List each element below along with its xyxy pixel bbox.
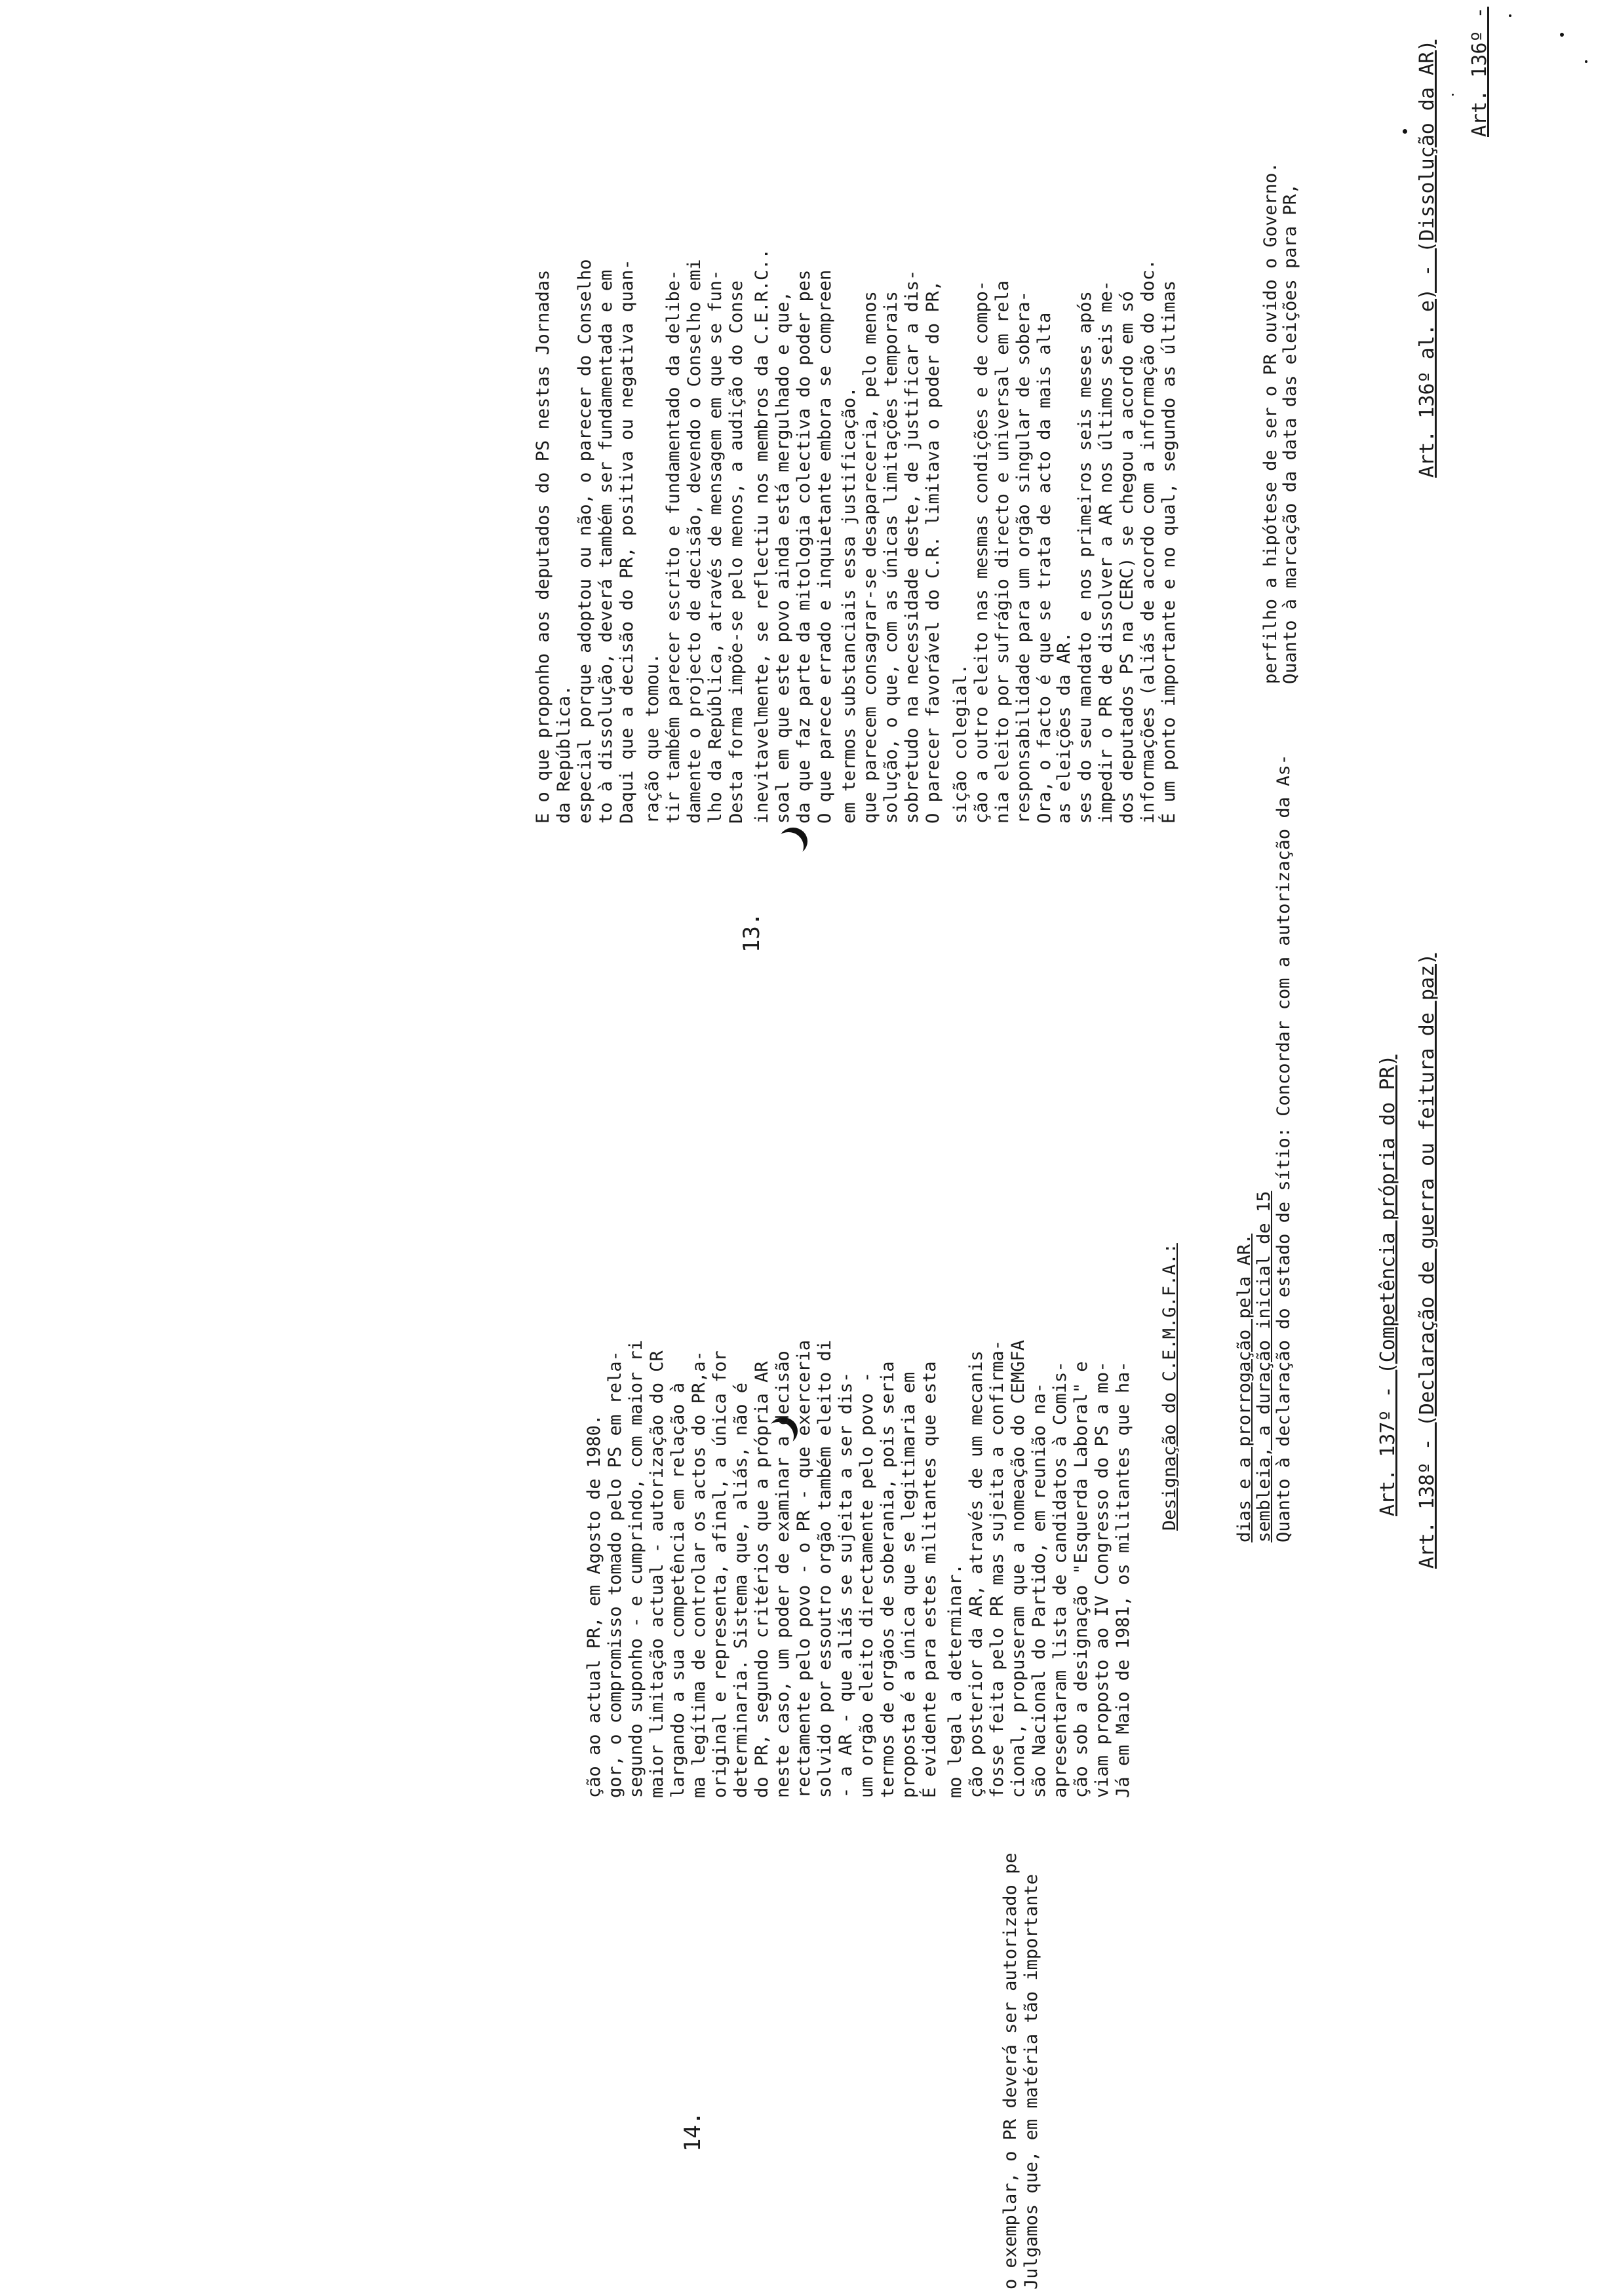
scanned-two-page-document: 13. Art. 136º - Quanto à marcação da data das eleições para PR, perfilho a hipótese de ser o PR ouvido o Governo. Art. 136º al. e) - (Dissolução da AR) É um ponto importante e no qual, segundo as últimas informações (aliás de acordo com a informação do doc. dos deputados PS na CERC) se chegou a acordo em só impedir o PR de dissolver a AR nos últimos seis me- ses do seu mandato e nos primeiros seis meses após as eleições da AR. Ora, o facto é que se trata de acto da mais alta responsabilidade para um orgão singular de sobera- nia eleito por sufrágio directo e universal em rela ção a outro eleito nas mesmas condições e de compo- sição colegial. O parecer favorável do C.R. limitava o poder do PR, sobretudo na necessidade deste, de justificar a dis- solução, o que, com as únicas limitações temporais que parecem consagrar-se desapareceria, pelo menos em termos substanciais essa justificação. O que parece errado e inquietante embora se compreen da que faz parte da mitologia colectiva do poder pes soal em que este povo ainda está mergulhado e que, inevitavelmente, se reflectiu nos membros da C.E.R.C.. Desta forma impõe-se pelo menos, a audição do Conse lho da República, através de mensagem em que se fun- damente o projecto de decisão, devendo o Conselho emi tir também parecer escrito e fundamentado da delibe- ração que tomou. Daqui que a decisão do PR, positiva ou negativa quan- to à dissolução, deverá também ser fundamentada e em especial porque adoptou ou não, o parecer do Conselho da República. E o que proponho aos deputados do PS nestas Jornadas 14. Art. 137º - (Competência própria do PR) Quanto à declaração do estado de sítio: Concordar com a autorização da As- sembleia, a duração inicial de 15 dias e a prorrogação pela AR. Designação do C.E.M.G.F.A.: Já em Maio de 1981, os militantes que ha- viam proposto ao IV Congresso do PS a mo- ção sob a designação "Esquerda Laboral" e apresentaram lista de candidatos à Comis- são Nacional do Partido, em reunião na- cional, propuseram que a nomeação do CEMGFA fosse feita pelo PR mas sujeita a confirma- ção posterior da AR, através de um mecanis mo legal a determinar. É evidente para estes militantes que esta proposta é a única que se legitimaria em termos de orgãos de soberania, pois seria um orgão eleito directamente pelo povo - - a AR - que aliás se sujeita a ser dis- solvido por essoutro orgão também eleito di rectamente pelo povo - o PR - que exerceria neste caso, um poder de examinar a decisão do PR, segundo critérios que a própria AR determinaria. Sistema que, aliás, não é original e representa, afinal, a única for ma legítima de controlar os actos do PR,a- largando a sua competência em relação à maior limitação actual - autorização do CR segundo suponho - e cumprindo, com maior ri gor, o compromisso tomado pelo PS em rela- ção ao actual PR, em Agosto de 1980. Art. 138º - (Declaração de guerra ou feitura de paz) Julgamos que, em matéria tão importante o exemplar, o PR deverá ser autorizado pe [0, 0, 1615, 2296]
article-heading: Art. 136º - [1468, 7, 1491, 137]
scan-speck [1560, 33, 1564, 37]
article-heading: Art. 137º - (Competência própria do PR) [1376, 1054, 1399, 1516]
section-heading: Art. 136º al. e) - (Dissolução da AR) [1416, 39, 1439, 478]
page-number: 14. [680, 2111, 706, 2152]
page-number: 13. [739, 912, 765, 953]
scan-speck [1509, 14, 1511, 17]
binding-hole-mark [773, 832, 804, 861]
section-heading: Designação do C.E.M.G.F.A.: [1159, 1243, 1180, 1531]
scan-speck [1452, 94, 1454, 96]
state-of-siege-continuation: sembleia, a duração inicial de 15 [1254, 1191, 1274, 1542]
state-of-siege-line: Quanto à declaração do estado de sítio: Concordar com a autorização da As- [1274, 754, 1294, 1542]
state-of-siege-continuation: dias e a prorrogação pela AR. [1234, 1233, 1255, 1542]
article-heading: Art. 138º - (Declaração de guerra ou feitura de paz) [1416, 953, 1439, 1569]
scan-speck [1585, 60, 1587, 63]
scan-speck [1403, 129, 1407, 134]
